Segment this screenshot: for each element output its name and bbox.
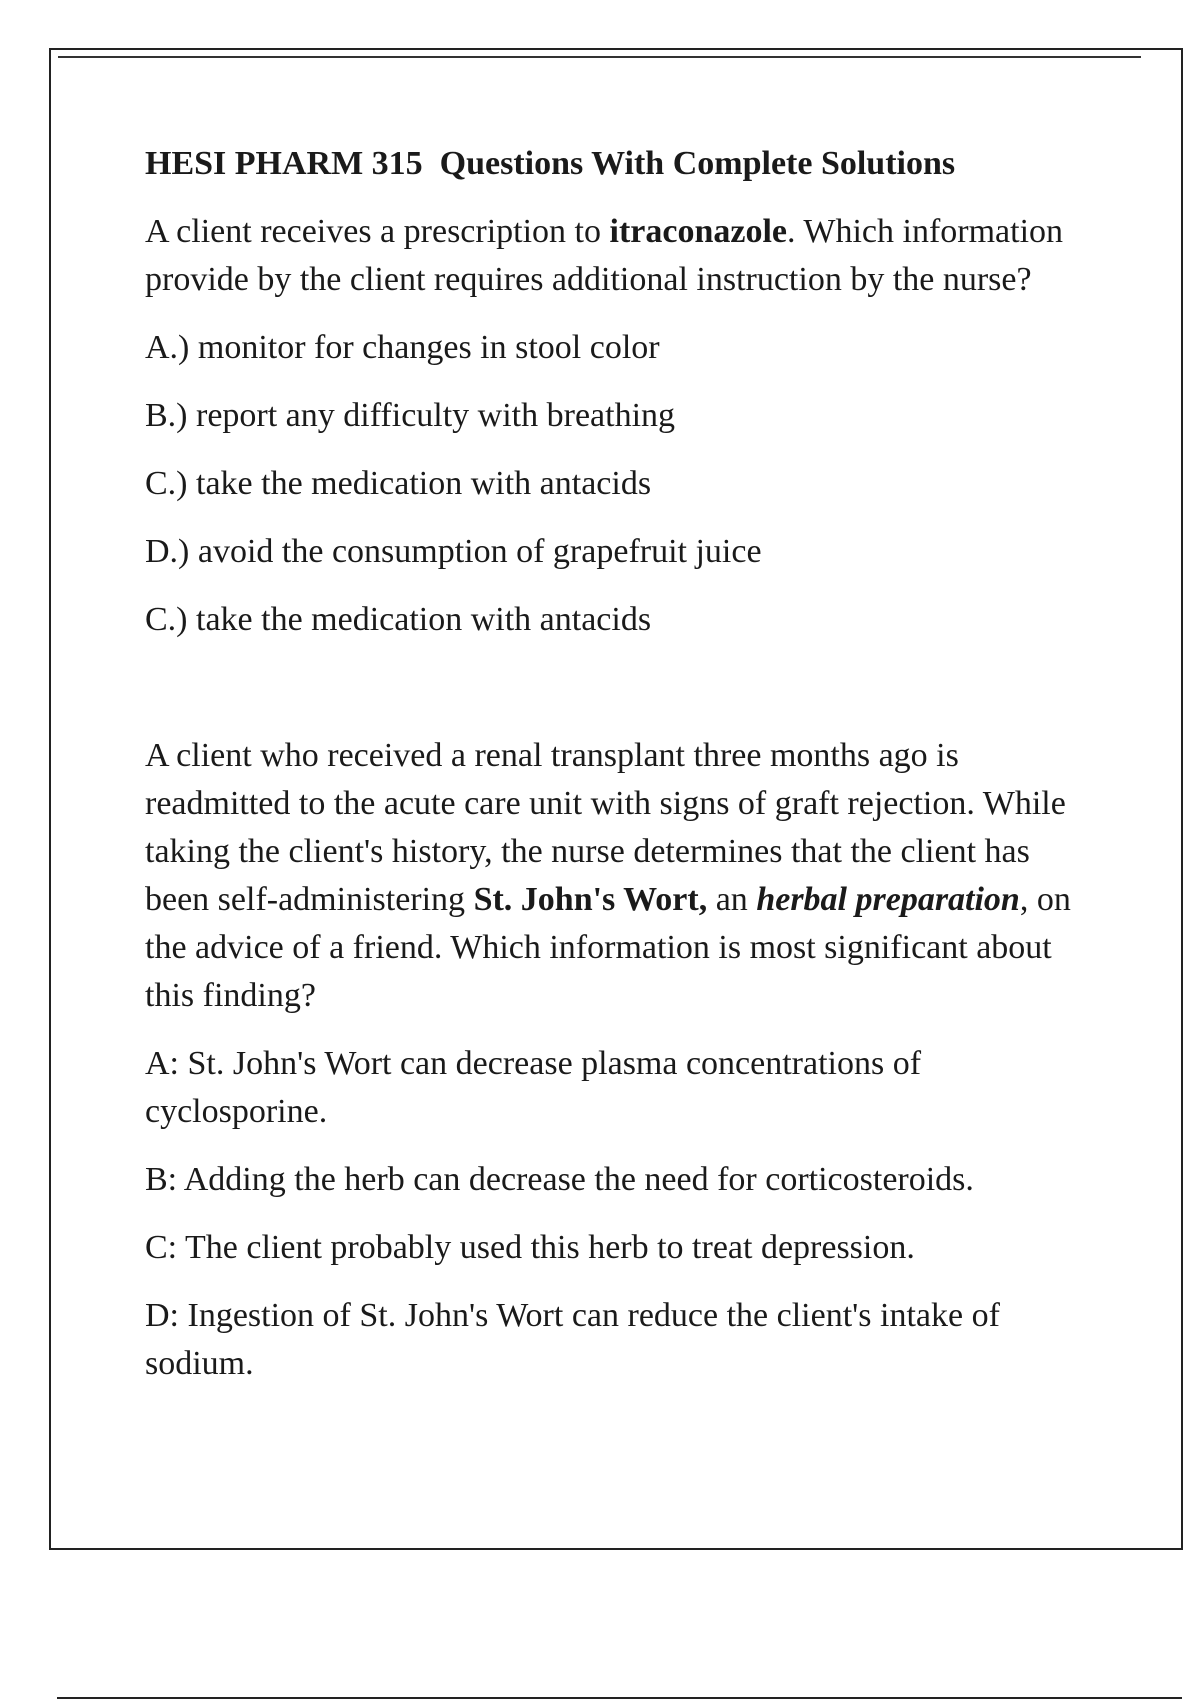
drug-name: itraconazole	[609, 213, 787, 250]
question-1-option-c: C.) take the medication with antacids	[145, 465, 652, 502]
question-1-stem-end: . Which information provide by the client requires additional instruction by the nurse?	[145, 213, 1064, 298]
question-2-option-d: D: Ingestion of St. John's Wort can reduce the client's intake of sodium.	[145, 1297, 1000, 1382]
question-2-stem-part1: A client who received a renal transplant three months ago is readmitted to the acute care unit with signs of graft rejection. While taking the client's history, the nurse determines that the client has been self-administering	[145, 737, 1066, 918]
bottom-rule	[57, 1697, 1182, 1699]
question-1-option-d: D.) avoid the consumption of grapefruit juice	[145, 533, 762, 570]
question-2-stem-part3: , on the advice of a friend. Which information is most significant about this finding?	[145, 881, 1071, 1014]
question-1-option-b: B.) report any difficulty with breathing	[145, 397, 676, 434]
question-1-answer: C.) take the medication with antacids	[145, 601, 652, 638]
document-content	[145, 140, 1095, 1408]
question-2-option-a: A: St. John's Wort can decrease plasma concentrations of cyclosporine.	[145, 1045, 922, 1130]
document-title: HESI PHARM 315 Questions With Complete Solutions	[145, 145, 956, 182]
herbal-preparation-term: herbal preparation	[756, 881, 1020, 918]
question-2-stem	[145, 732, 1095, 1020]
top-rule	[58, 56, 1141, 58]
question-1-option-a: A.) monitor for changes in stool color	[145, 329, 660, 366]
question-1-stem	[145, 208, 1095, 304]
question-1-stem-start: A client receives a prescription to	[145, 213, 610, 250]
herb-name: St. John's Wort,	[473, 881, 708, 918]
question-2-option-b: B: Adding the herb can decrease the need for corticosteroids.	[145, 1161, 974, 1198]
question-2-stem-part2: an	[707, 881, 757, 918]
question-2-option-c: C: The client probably used this herb to treat depression.	[145, 1229, 915, 1266]
